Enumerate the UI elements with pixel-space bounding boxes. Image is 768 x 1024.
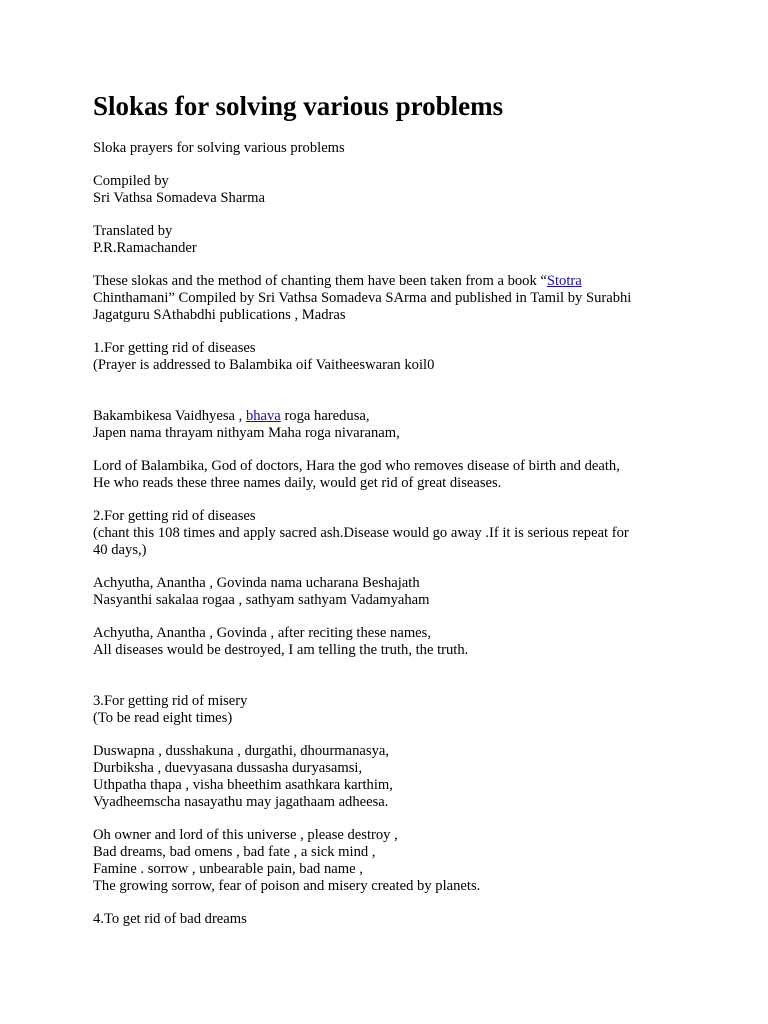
bhava-link[interactable]: bhava [245,408,281,424]
section-2-meaning [93,625,733,659]
section-1-meaning [93,458,733,492]
section-4-header [93,911,733,928]
spacer [93,676,733,693]
section-2-header [93,508,733,559]
section-1-sloka-line-1 [93,408,733,425]
stotra-link[interactable]: Stotra [546,273,582,289]
intro-paragraph [93,273,733,324]
subtitle [93,140,733,157]
section-2-sloka-line-2: Nasyanthi sakalaa rogaa , sathyam sathyam Vadamyaham [93,592,430,608]
section-2-meaning-line-2: All diseases would be destroyed, I am telling the truth, the truth. [93,642,469,658]
section-3-sloka-line: Vyadheemscha nasayathu may jagathaam adheesa. [93,794,389,810]
intro-line-1-text: These slokas and the method of chanting them have been taken from a book “ [93,273,547,289]
section-1-sloka-line-2: Japen nama thrayam nithyam Maha roga nivaranam, [93,425,400,441]
section-3-meaning-line: Oh owner and lord of this universe , please destroy , [93,827,398,843]
section-4-heading: 4.To get rid of bad dreams [93,911,247,927]
intro-line-3: Jagatguru SAthabdhi publications , Madras [93,307,346,323]
section-3-header [93,693,733,727]
section-2-sloka [93,575,733,609]
section-3-sloka-line: Durbiksha , duevyasana dussasha duryasamsi, [93,760,363,776]
translated-by-name: P.R.Ramachander [93,240,197,256]
section-1-heading: 1.For getting rid of diseases [93,340,256,356]
section-1-meaning-line-1: Lord of Balambika, God of doctors, Hara the god who removes disease of birth and death, [93,458,620,474]
subtitle-text: Sloka prayers for solving various problems [93,140,345,156]
section-2-note-line-1: (chant this 108 times and apply sacred ash.Disease would go away .If it is serious repeat for [93,525,629,541]
sloka-text-post: roga haredusa, [280,408,370,424]
section-3-heading: 3.For getting rid of misery [93,693,248,709]
intro-line-2: Chinthamani” Compiled by Sri Vathsa Somadeva SArma and published in Tamil by Surabhi [93,290,632,306]
section-1-sloka [93,408,733,442]
compiled-by-name: Sri Vathsa Somadeva Sharma [93,190,265,206]
section-2-note-line-2: 40 days,) [93,542,147,558]
section-2-meaning-line-1: Achyutha, Anantha , Govinda , after reciting these names, [93,625,431,641]
section-2-heading: 2.For getting rid of diseases [93,508,256,524]
page-title: Slokas for solving various problems [93,91,504,121]
compiled-by [93,173,733,207]
section-3-note: (To be read eight times) [93,710,233,726]
compiled-by-label: Compiled by [93,173,169,189]
section-1-note: (Prayer is addressed to Balambika oif Vaitheeswaran koil0 [93,357,435,373]
intro-line-1 [93,273,733,290]
section-1-header [93,340,733,374]
section-3-meaning-line: Famine . sorrow , unbearable pain, bad name , [93,861,363,877]
translated-by-label: Translated by [93,223,173,239]
document-page [93,88,733,944]
section-3-sloka-line: Uthpatha thapa , visha bheethim asathkara karthim, [93,777,393,793]
section-3-meaning-line: The growing sorrow, fear of poison and misery created by planets. [93,878,481,894]
section-3-sloka-line: Duswapna , dusshakuna , durgathi, dhourmanasya, [93,743,390,759]
sloka-text-pre: Bakambikesa Vaidhyesa , [93,408,246,424]
spacer [93,391,733,408]
translated-by [93,223,733,257]
section-3-sloka [93,743,733,811]
section-3-meaning [93,827,733,895]
section-1-meaning-line-2: He who reads these three names daily, would get rid of great diseases. [93,475,502,491]
section-2-sloka-line-1: Achyutha, Anantha , Govinda nama ucharana Beshajath [93,575,420,591]
section-3-meaning-line: Bad dreams, bad omens , bad fate , a sick mind , [93,844,376,860]
